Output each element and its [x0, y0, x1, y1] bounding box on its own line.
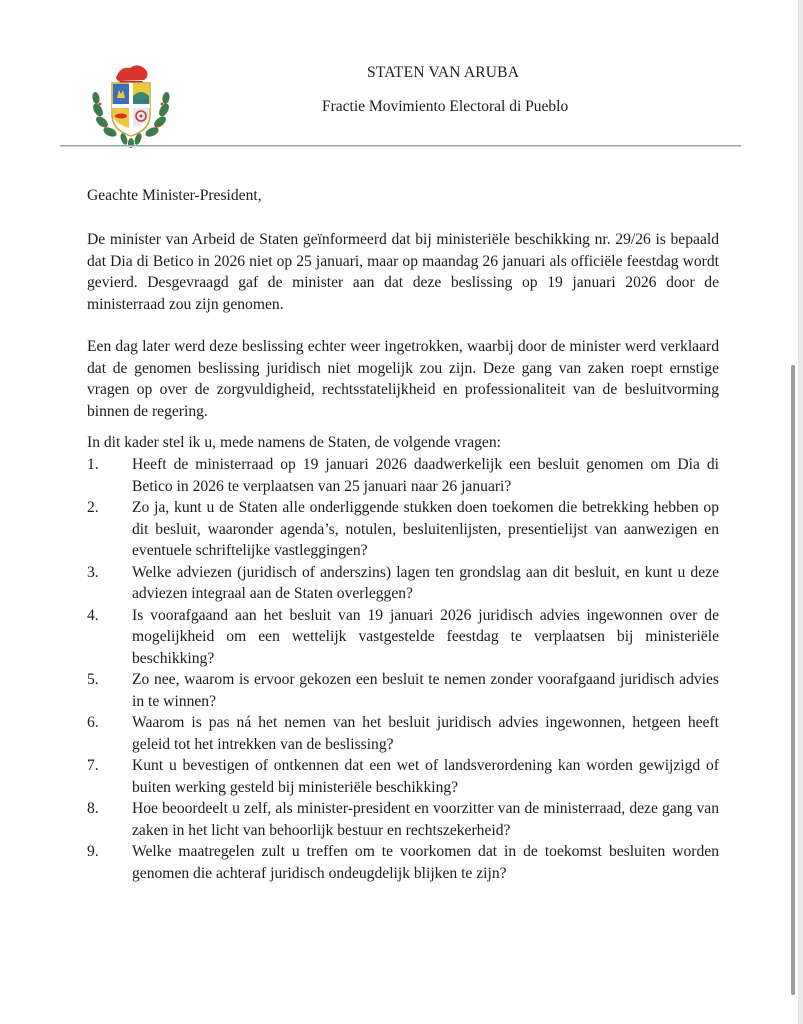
question-item [87, 605, 719, 670]
question-text: Hoe beoordeelt u zelf, als minister-president en voorzitter van de ministerraad, deze gang van zaken in het licht van behoorlijk bestuur en rechtszekerheid? [132, 800, 719, 839]
question-text: Welke adviezen (juridisch of anderszins) lagen ten grondslag aan dit besluit, en kunt u deze adviezen integraal aan de Staten overleggen? [132, 563, 719, 602]
aruba-coat-of-arms-icon [90, 60, 172, 148]
question-number: 5. [87, 671, 99, 688]
page-edge [798, 0, 803, 1024]
question-text: Zo nee, waarom is ervoor gekozen een besluit te nemen zonder voorafgaand juridisch advies in te winnen? [132, 671, 719, 710]
paragraph-1: De minister van Arbeid de Staten geïnformeerd dat bij ministeriële beschikking nr. 29/26 is bepaald dat Dia di Betico in 2026 niet op 25 januari, maar op maandag 26 januari als officiële feestdag wordt gevierd. Desgevraagd gaf de minister aan dat deze beslissing op 19 januari 2026 door de ministerraad zou zijn genomen. [87, 231, 719, 313]
question-item [87, 562, 719, 605]
question-item [87, 841, 719, 884]
question-item [87, 755, 719, 798]
parliament-title: STATEN VAN ARUBA [367, 64, 520, 81]
question-item [87, 669, 719, 712]
question-number: 3. [87, 563, 99, 581]
faction-subtitle: Fractie Movimiento Electoral di Pueblo [322, 98, 569, 115]
question-number: 9. [87, 843, 99, 860]
question-text: Heeft de ministerraad op 19 januari 2026 daadwerkelijk een besluit genomen om Dia di Betico in 2026 te verplaatsen van 25 januari naar 26 januari? [132, 456, 719, 495]
question-text: Welke maatregelen zult u treffen om te voorkomen dat in de toekomst besluiten worden genomen die achteraf juridisch ondeugdelijk blijken te zijn? [132, 843, 719, 882]
question-number: 4. [87, 606, 99, 624]
questions-list [87, 454, 719, 884]
paragraph-2: Een dag later werd deze beslissing echter weer ingetrokken, waarbij door de minister werd verklaard dat de genomen beslissing juridisch niet mogelijk zou zijn. Deze gang van zaken roept ernstige vragen op over de zorgvuldigheid, rechtsstatelijkheid en professionaliteit van de besluitvorming binnen de regering. [87, 338, 719, 420]
question-item [87, 798, 719, 841]
question-item [87, 454, 719, 497]
question-number: 6. [87, 714, 99, 731]
scrollbar-thumb[interactable] [791, 365, 795, 995]
question-text: Kunt u bevestigen of ontkennen dat een wet of landsverordening kan worden gewijzigd of buiten werking gesteld bij ministeriële beschikking? [132, 757, 719, 796]
salutation: Geachte Minister-President, [87, 187, 262, 204]
header-divider [60, 145, 741, 146]
question-text: Zo ja, kunt u de Staten alle onderliggende stukken doen toekomen die betrekking hebben op dit besluit, waaronder agenda’s, notulen, besluitenlijsten, presentielijst van aanwezigen en eventuele schriftelijke vastleggingen? [132, 499, 719, 559]
question-text: Waarom is pas ná het nemen van het besluit juridisch advies ingewonnen, hetgeen heeft geleid tot het intrekken van de beslissing? [132, 714, 719, 753]
question-item [87, 712, 719, 755]
question-number: 7. [87, 757, 99, 774]
questions-intro: In dit kader stel ik u, mede namens de Staten, de volgende vragen: [87, 434, 501, 451]
question-text: Is voorafgaand aan het besluit van 19 januari 2026 juridisch advies ingewonnen over de mogelijkheid om een wettelijk vastgestelde feestdag te verplaatsen bij ministeriële beschikking? [132, 606, 719, 667]
question-number: 1. [87, 456, 99, 473]
question-number: 2. [87, 499, 99, 516]
question-item [87, 497, 719, 562]
question-number: 8. [87, 800, 99, 817]
